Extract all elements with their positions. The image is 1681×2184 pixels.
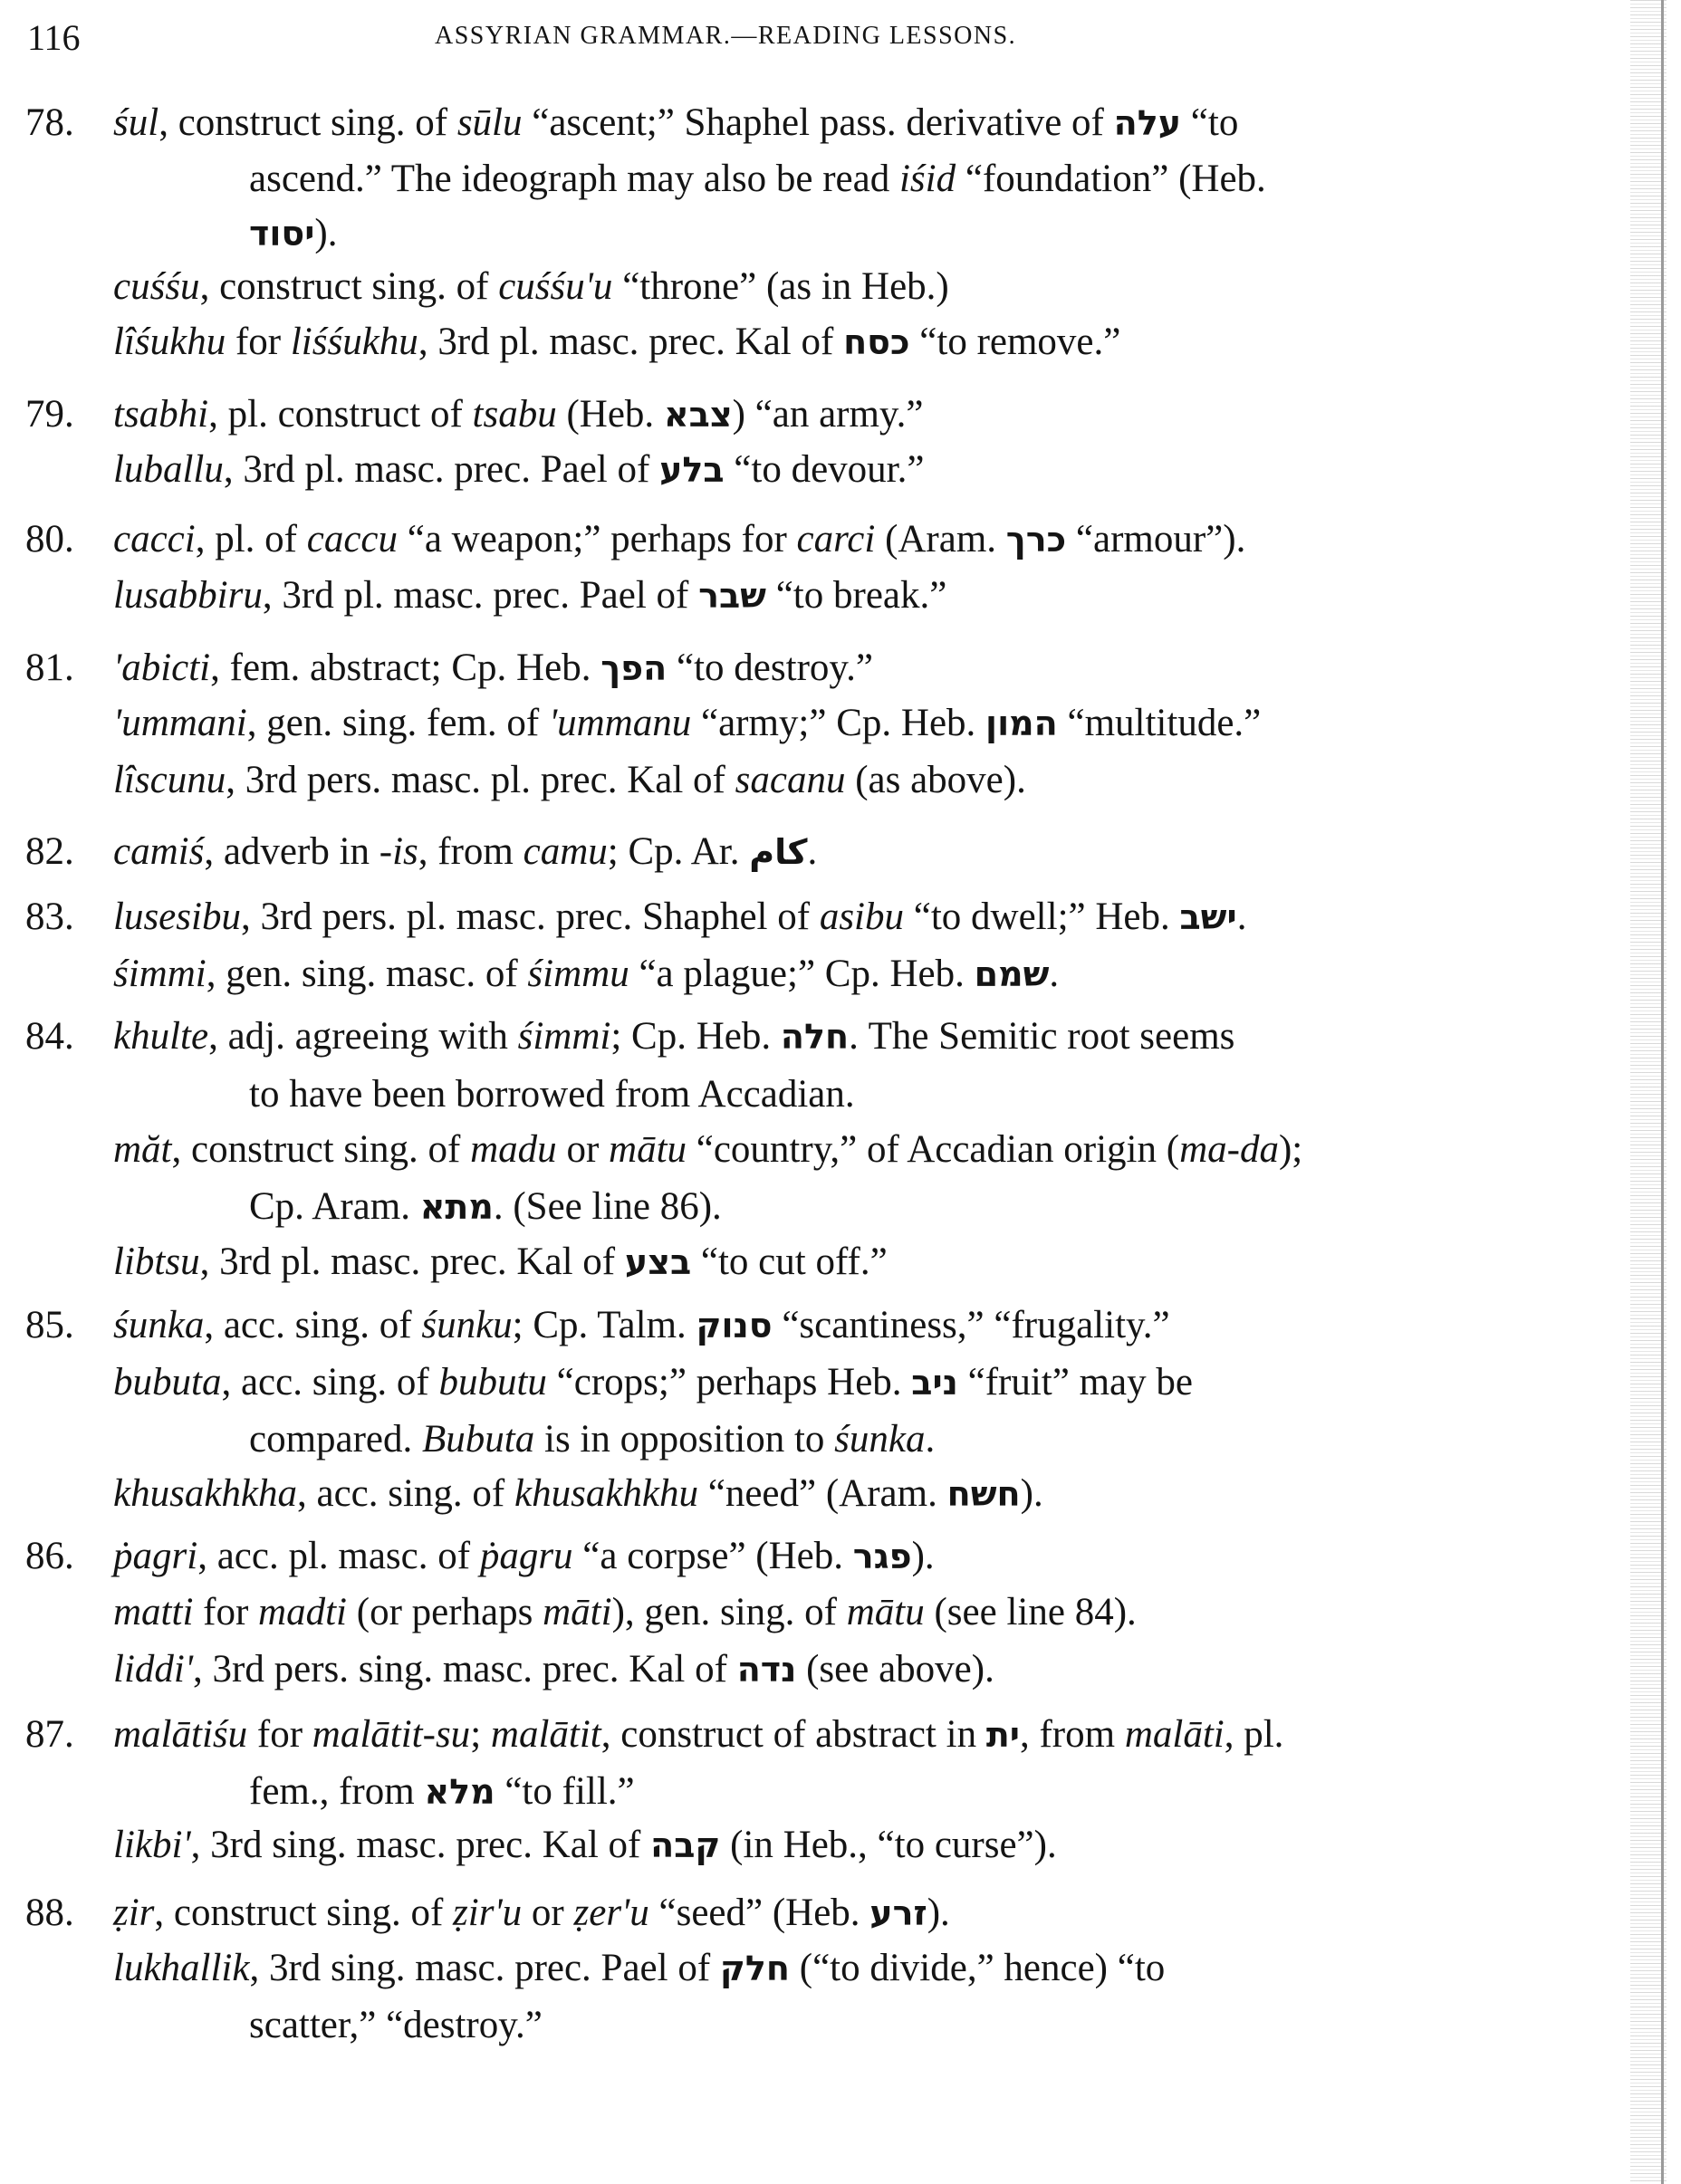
gloss-text: “seed” (Heb. xyxy=(648,1892,870,1934)
entry-line xyxy=(113,648,873,687)
italic-term: śimmu xyxy=(527,953,629,995)
entry-number: 87. xyxy=(25,1713,74,1756)
gloss-text: , construct sing. of xyxy=(171,1128,471,1171)
gloss-text: fem., from xyxy=(249,1770,425,1813)
italic-term: śul xyxy=(113,101,159,144)
gloss-text: , 3rd pl. masc. prec. Pael of xyxy=(223,448,660,491)
gloss-text: “to xyxy=(1181,101,1239,144)
italic-term: asibu xyxy=(819,896,904,938)
italic-term: khulte xyxy=(113,1015,209,1058)
gloss-text: (as above). xyxy=(845,759,1026,801)
gloss-text: “multitude.” xyxy=(1057,702,1262,744)
entry-line xyxy=(113,1893,950,1932)
hebrew-word: מלא xyxy=(424,1772,495,1812)
italic-term: -is xyxy=(379,830,418,873)
italic-term: ẓer'u xyxy=(573,1892,649,1934)
hebrew-word: חלה xyxy=(780,1017,850,1057)
entry-line xyxy=(113,520,1245,559)
italic-term: māti xyxy=(543,1591,612,1633)
gloss-text: “fruit” may be xyxy=(957,1361,1193,1403)
entry-line xyxy=(249,1772,635,1811)
italic-term: cacci xyxy=(113,518,196,560)
entry-line xyxy=(113,1017,1234,1056)
entry-number: 86. xyxy=(25,1535,74,1577)
italic-term: bubutu xyxy=(438,1361,547,1403)
gloss-text: compared. xyxy=(249,1418,423,1461)
gloss-text: , acc. pl. masc. of xyxy=(197,1535,480,1577)
gloss-text: for xyxy=(247,1713,312,1756)
gloss-text: , construct sing. of xyxy=(199,265,499,308)
italic-term: ṗagri xyxy=(113,1535,198,1577)
entry-line xyxy=(249,2006,543,2045)
gloss-text: . xyxy=(1236,896,1247,938)
hebrew-word: נדה xyxy=(736,1650,797,1690)
entry-line xyxy=(249,159,1266,198)
gloss-text: ; Cp. Talm. xyxy=(512,1304,696,1346)
hebrew-word: מתא xyxy=(419,1187,494,1227)
italic-term: ṗagru xyxy=(479,1535,573,1577)
gloss-text: , gen. sing. fem. of xyxy=(246,702,549,744)
italic-term: ẓir'u xyxy=(453,1892,523,1934)
gloss-text: . (See line 86). xyxy=(493,1185,722,1228)
gloss-text: , acc. sing. of xyxy=(204,1304,422,1346)
entry-line xyxy=(113,1474,1043,1513)
gloss-text: “a plague;” Cp. Heb. xyxy=(629,953,975,995)
italic-term: ma-da xyxy=(1179,1128,1279,1171)
gloss-text: scatter,” “destroy.” xyxy=(249,2004,543,2046)
gloss-text: (Aram. xyxy=(875,518,1006,560)
gloss-text: ). xyxy=(927,1892,950,1934)
gloss-text: “foundation” (Heb. xyxy=(956,158,1266,200)
gloss-text: . xyxy=(925,1418,936,1461)
entry-line xyxy=(113,954,1059,993)
gloss-text: , 3rd pers. masc. pl. prec. Kal of xyxy=(226,759,735,801)
italic-term: likbi' xyxy=(113,1824,191,1866)
page-binding-edge xyxy=(1661,0,1664,2184)
gloss-text: , construct of abstract in xyxy=(600,1713,986,1756)
gloss-text: , pl. construct of xyxy=(208,393,473,436)
entry-number: 81. xyxy=(25,647,74,689)
gloss-text: “to remove.” xyxy=(909,321,1121,363)
hebrew-word: פגר xyxy=(852,1537,912,1576)
hebrew-word: בצע xyxy=(624,1242,692,1282)
italic-term: cuśśu'u xyxy=(498,265,613,308)
italic-term: madti xyxy=(258,1591,347,1633)
entry-number: 80. xyxy=(25,518,74,560)
italic-term: śunku xyxy=(421,1304,513,1346)
italic-term: sacanu xyxy=(735,759,846,801)
gloss-text: for xyxy=(226,321,291,363)
gloss-text: ). xyxy=(314,212,338,254)
entry-line xyxy=(113,267,949,306)
entry-line xyxy=(249,1420,935,1459)
gloss-text: , 3rd pl. masc. prec. Pael of xyxy=(262,574,699,617)
gloss-text: ). xyxy=(1020,1472,1043,1515)
entry-line xyxy=(113,1949,1165,1988)
gloss-text: , acc. sing. of xyxy=(221,1361,439,1403)
entry-line xyxy=(113,450,924,489)
gloss-text: “to break.” xyxy=(765,574,947,617)
entry-line xyxy=(249,214,337,253)
gloss-text: (in Heb., “to curse”). xyxy=(720,1824,1057,1866)
gloss-text: “to destroy.” xyxy=(667,647,873,689)
italic-term: camu xyxy=(523,830,608,873)
hebrew-word: הפך xyxy=(600,648,668,688)
italic-term: Bubuta xyxy=(422,1418,535,1461)
italic-term: carci xyxy=(796,518,876,560)
italic-term: khusakhkha xyxy=(113,1472,297,1515)
hebrew-word: كام xyxy=(749,832,808,872)
hebrew-word: ניב xyxy=(911,1363,958,1403)
gloss-text: (see above). xyxy=(796,1648,994,1691)
gloss-text: , acc. sing. of xyxy=(297,1472,515,1515)
hebrew-word: חשח xyxy=(946,1474,1021,1514)
gloss-text: (“to divide,” hence) “to xyxy=(790,1947,1166,1989)
gloss-text: “to fill.” xyxy=(495,1770,635,1813)
gloss-text: , pl. xyxy=(1224,1713,1284,1756)
gloss-text: , 3rd pl. masc. prec. Kal of xyxy=(199,1240,625,1283)
entry-line xyxy=(113,395,923,434)
italic-term: tsabu xyxy=(472,393,557,436)
italic-term: 'ummani xyxy=(113,702,247,744)
entry-line xyxy=(113,1650,994,1689)
italic-term: mātu xyxy=(846,1591,925,1633)
gloss-text: “army;” Cp. Heb. xyxy=(691,702,986,744)
gloss-text: “a corpse” (Heb. xyxy=(572,1535,853,1577)
italic-term: 'abicti xyxy=(113,647,211,689)
hebrew-word: כרך xyxy=(1005,520,1067,560)
entry-line xyxy=(113,897,1246,936)
entry-line xyxy=(113,322,1120,361)
italic-term: mātu xyxy=(609,1128,687,1171)
hebrew-word: ישב xyxy=(1179,897,1237,937)
hebrew-word: זרע xyxy=(869,1893,927,1933)
gloss-text: “to cut off.” xyxy=(691,1240,888,1283)
hebrew-word: שבר xyxy=(698,576,766,616)
italic-term: śunka xyxy=(834,1418,926,1461)
gloss-text: ), gen. sing. of xyxy=(611,1591,847,1633)
entry-line xyxy=(113,1715,1283,1754)
italic-term: malātit xyxy=(490,1713,601,1756)
italic-term: camiś xyxy=(113,830,205,873)
gloss-text: ) “an army.” xyxy=(732,393,924,436)
entry-line xyxy=(113,103,1238,142)
entry-line xyxy=(113,1242,888,1281)
italic-term: luballu xyxy=(113,448,224,491)
gloss-text: , 3rd pers. pl. masc. prec. Shaphel of xyxy=(240,896,820,938)
italic-term: lusesibu xyxy=(113,896,241,938)
gloss-text: ). xyxy=(911,1535,935,1577)
gloss-text: Cp. Aram. xyxy=(249,1185,420,1228)
entry-line xyxy=(113,1593,1137,1632)
gloss-text: . The Semitic root seems xyxy=(849,1015,1235,1058)
hebrew-word: ית xyxy=(985,1715,1020,1755)
hebrew-word: בלע xyxy=(659,450,725,490)
gloss-text: is in opposition to xyxy=(534,1418,835,1461)
entry-line xyxy=(113,1130,1302,1169)
italic-term: cuśśu xyxy=(113,265,200,308)
gloss-text: “throne” (as in Heb.) xyxy=(612,265,949,308)
gloss-text: (see line 84). xyxy=(924,1591,1137,1633)
hebrew-word: יסוד xyxy=(249,214,315,254)
gloss-text: “to dwell;” Heb. xyxy=(904,896,1180,938)
italic-term: libtsu xyxy=(113,1240,200,1283)
entry-number: 84. xyxy=(25,1015,74,1058)
gloss-text: , fem. abstract; Cp. Heb. xyxy=(210,647,601,689)
italic-term: caccu xyxy=(306,518,398,560)
gloss-text: “ascent;” Shaphel pass. derivative of xyxy=(522,101,1114,144)
hebrew-word: סנוק xyxy=(696,1306,773,1346)
running-title: ASSYRIAN GRAMMAR.—READING LESSONS. xyxy=(435,22,1017,50)
entry-line xyxy=(249,1075,855,1114)
italic-term: khusakhkhu xyxy=(514,1472,699,1515)
entry-line xyxy=(113,832,817,871)
gloss-text: ); xyxy=(1278,1128,1303,1171)
italic-term: tsabhi xyxy=(113,393,209,436)
gloss-text: , construct sing. of xyxy=(154,1892,454,1934)
italic-term: śimmi xyxy=(517,1015,611,1058)
gloss-text: or xyxy=(556,1128,610,1171)
italic-term: 'ummanu xyxy=(548,702,692,744)
gloss-text: “country,” of Accadian origin ( xyxy=(687,1128,1180,1171)
gloss-text: “a weapon;” perhaps for xyxy=(398,518,797,560)
entry-line xyxy=(113,1363,1193,1402)
gloss-text: or xyxy=(522,1892,574,1934)
italic-term: lusabbiru xyxy=(113,574,263,617)
gloss-text: ; Cp. Heb. xyxy=(610,1015,781,1058)
italic-term: malāti xyxy=(1124,1713,1225,1756)
italic-term: sūlu xyxy=(456,101,523,144)
gloss-text: (or perhaps xyxy=(347,1591,543,1633)
gloss-text: , 3rd sing. masc. prec. Pael of xyxy=(249,1947,720,1989)
entry-number: 85. xyxy=(25,1304,74,1346)
gloss-text: for xyxy=(193,1591,259,1633)
entry-line xyxy=(113,576,946,615)
gloss-text: , 3rd pl. masc. prec. Kal of xyxy=(418,321,844,363)
italic-term: iśid xyxy=(898,158,956,200)
gloss-text: . xyxy=(1049,953,1060,995)
italic-term: bubuta xyxy=(113,1361,222,1403)
gloss-text: ; Cp. Ar. xyxy=(607,830,750,873)
gloss-text: , 3rd sing. masc. prec. Kal of xyxy=(190,1824,651,1866)
italic-term: malātit-su xyxy=(312,1713,471,1756)
entry-line xyxy=(113,704,1261,742)
italic-term: madu xyxy=(470,1128,557,1171)
entry-line xyxy=(249,1187,722,1226)
page-number: 116 xyxy=(27,17,81,58)
italic-term: lîscunu xyxy=(113,759,226,801)
hebrew-word: שמם xyxy=(974,954,1050,994)
entry-number: 83. xyxy=(25,896,74,938)
entry-number: 78. xyxy=(25,101,74,144)
hebrew-word: צבא xyxy=(663,395,733,435)
gloss-text: “scantiness,” “frugality.” xyxy=(772,1304,1170,1346)
entry-line xyxy=(113,1306,1170,1345)
italic-term: śimmi xyxy=(113,953,207,995)
gloss-text: ; xyxy=(470,1713,491,1756)
italic-term: malātiśu xyxy=(113,1713,248,1756)
italic-term: lîśukhu xyxy=(113,321,226,363)
gloss-text: “need” (Aram. xyxy=(698,1472,947,1515)
entry-line xyxy=(113,1825,1057,1864)
gloss-text: , gen. sing. masc. of xyxy=(206,953,528,995)
gloss-text: , from xyxy=(418,830,524,873)
italic-term: śunka xyxy=(113,1304,205,1346)
gloss-text: , from xyxy=(1019,1713,1125,1756)
hebrew-word: חלק xyxy=(719,1949,790,1988)
hebrew-word: המון xyxy=(985,704,1058,743)
gloss-text: , pl. of xyxy=(195,518,307,560)
hebrew-word: עלה xyxy=(1113,103,1182,143)
italic-term: liśśukhu xyxy=(290,321,418,363)
hebrew-word: קבה xyxy=(650,1825,721,1865)
italic-term: liddi' xyxy=(113,1648,194,1691)
gloss-text: , construct sing. of xyxy=(158,101,457,144)
gloss-text: “armour”). xyxy=(1066,518,1246,560)
gloss-text: “to devour.” xyxy=(724,448,925,491)
gloss-text: , adj. agreeing with xyxy=(208,1015,518,1058)
gloss-text: “crops;” perhaps Heb. xyxy=(546,1361,912,1403)
italic-term: lukhallik xyxy=(113,1947,250,1989)
gloss-text: , 3rd pers. sing. masc. prec. Kal of xyxy=(193,1648,737,1691)
entry-number: 88. xyxy=(25,1892,74,1934)
entry-line xyxy=(113,761,1026,800)
gloss-text: (Heb. xyxy=(556,393,664,436)
italic-term: matti xyxy=(113,1591,194,1633)
entry-line xyxy=(113,1537,935,1576)
italic-term: măt xyxy=(113,1128,172,1171)
hebrew-word: כסח xyxy=(843,322,910,362)
entry-number: 79. xyxy=(25,393,74,436)
italic-term: ẓir xyxy=(113,1892,155,1934)
gloss-text: to have been borrowed from Accadian. xyxy=(249,1073,855,1116)
gloss-text: , adverb in xyxy=(204,830,379,873)
gloss-text: . xyxy=(807,830,818,873)
entry-number: 82. xyxy=(25,830,74,873)
gloss-text: ascend.” The ideograph may also be read xyxy=(249,158,899,200)
